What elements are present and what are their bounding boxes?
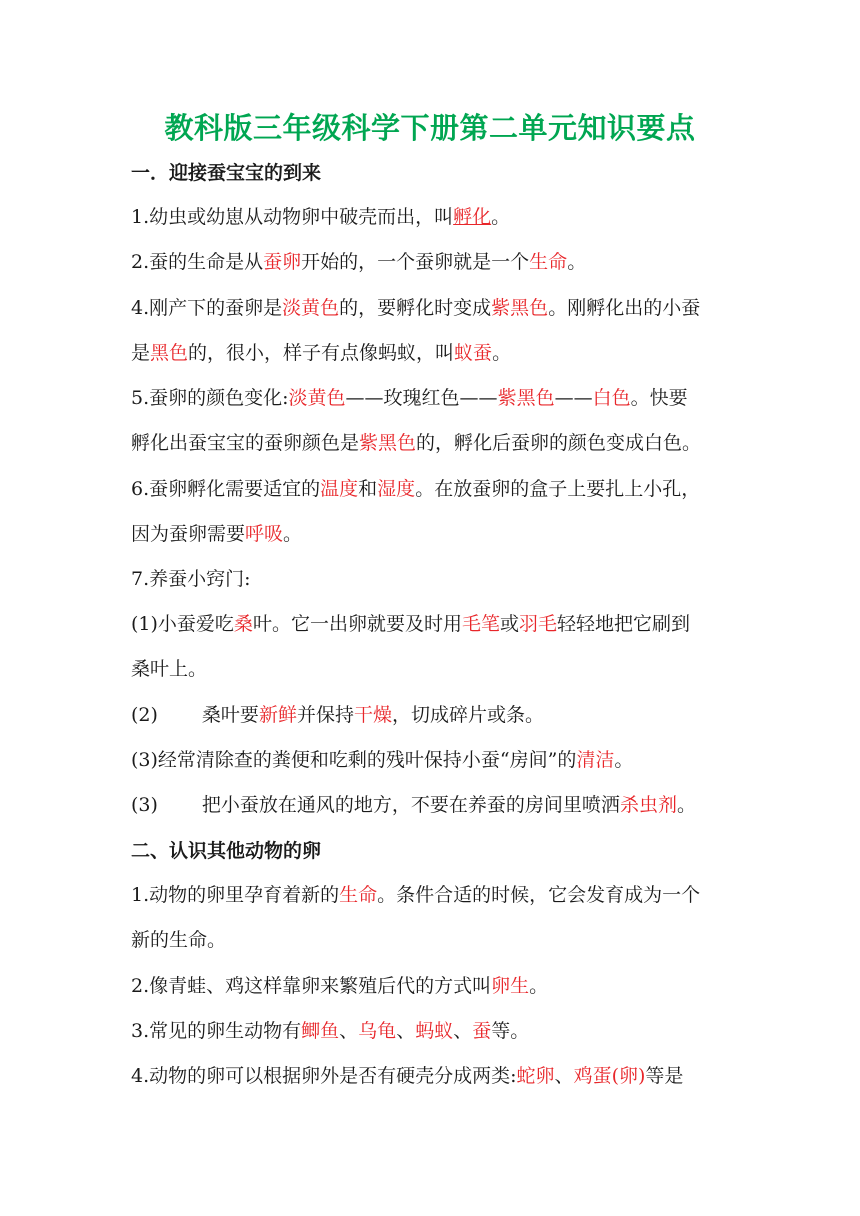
highlight-term: 紫黑色	[497, 387, 555, 409]
highlight-term: 新鲜	[258, 704, 297, 726]
highlight-term: 蚕卵	[263, 251, 302, 273]
highlight-term: 杀虫剂	[619, 794, 677, 816]
paragraph-1-1: 1.幼虫或幼崽从动物卵中破壳而出，叫孵化。	[131, 206, 511, 228]
highlight-term: 蛇卵	[516, 1065, 555, 1087]
paragraph-1-7: 7.养蚕小窍门:	[131, 568, 251, 590]
highlight-term: 紫黑色	[491, 297, 549, 319]
paragraph-1-2: 2.蚕的生命是从蚕卵开始的，一个蚕卵就是一个生命。	[131, 251, 587, 273]
highlight-term: 羽毛	[518, 613, 557, 635]
highlight-term: 蚕	[472, 1020, 492, 1042]
tip-1-line-2: 桑叶上。	[131, 658, 208, 680]
paragraph-1-4-line-2: 是黑色的，很小，样子有点像蚂蚁，叫蚁蚕。	[131, 342, 512, 364]
paragraph-1-5-line-2: 孵化出蚕宝宝的蚕卵颜色是紫黑色的，孵化后蚕卵的颜色变成白色。	[131, 432, 702, 454]
paragraph-2-1-line-2: 新的生命。	[131, 929, 227, 951]
highlight-term: 鸡蛋(卵)	[573, 1065, 646, 1087]
highlight-term: 生命	[339, 884, 378, 906]
highlight-term: 乌龟	[358, 1020, 397, 1042]
highlight-term: 干燥	[353, 704, 392, 726]
highlight-term: 湿度	[377, 478, 416, 500]
tip-2: (2) 桑叶要新鲜并保持干燥，切成碎片或条。	[131, 704, 544, 726]
tip-1-line-1: (1)小蚕爱吃桑叶。它一出卵就要及时用毛笔或羽毛轻轻地把它刷到	[131, 613, 691, 635]
paragraph-1-6-line-2: 因为蚕卵需要呼吸。	[131, 523, 303, 545]
paragraph-2-2: 2.像青蛙、鸡这样靠卵来繁殖后代的方式叫卵生。	[131, 975, 549, 997]
highlight-term: 白色	[592, 387, 631, 409]
tip-3: (3)经常清除查的粪便和吃剩的残叶保持小蚕“房间”的清洁。	[131, 749, 634, 771]
section-2-heading: 二、认识其他动物的卵	[131, 840, 322, 862]
highlight-term: 桑	[233, 613, 253, 635]
highlight-term: 卵生	[491, 975, 530, 997]
highlight-term: 温度	[320, 478, 359, 500]
paragraph-1-6-line-1: 6.蚕卵孵化需要适宜的温度和湿度。在放蚕卵的盒子上要扎上小孔，	[131, 478, 701, 500]
highlight-term: 孵化	[453, 206, 492, 228]
highlight-term: 蚂蚁	[415, 1020, 454, 1042]
paragraph-2-1-line-1: 1.动物的卵里孕育着新的生命。条件合适的时候，它会发育成为一个	[131, 884, 701, 906]
highlight-term: 毛笔	[461, 613, 500, 635]
tip-4: (3) 把小蚕放在通风的地方，不要在养蚕的房间里喷洒杀虫剂。	[131, 794, 696, 816]
highlight-term: 生命	[529, 251, 568, 273]
document-title: 教科版三年级科学下册第二单元知识要点	[164, 111, 696, 145]
highlight-term: 紫黑色	[359, 432, 417, 454]
paragraph-1-5-line-1: 5.蚕卵的颜色变化:淡黄色——玫瑰红色——紫黑色——白色。快要	[131, 387, 688, 409]
highlight-term: 淡黄色	[288, 387, 346, 409]
paragraph-2-3: 3.常见的卵生动物有鲫鱼、乌龟、蚂蚁、蚕等。	[131, 1020, 530, 1042]
highlight-term: 黑色	[150, 342, 189, 364]
paragraph-2-4: 4.动物的卵可以根据卵外是否有硬壳分成两类:蛇卵、鸡蛋(卵)等是	[131, 1065, 684, 1087]
highlight-term: 蚁蚕	[454, 342, 493, 364]
highlight-term: 鲫鱼	[301, 1020, 340, 1042]
highlight-term: 淡黄色	[282, 297, 340, 319]
paragraph-1-4-line-1: 4.刚产下的蚕卵是淡黄色的，要孵化时变成紫黑色。刚孵化出的小蚕	[131, 297, 701, 319]
section-1-heading: 一．迎接蚕宝宝的到来	[131, 162, 322, 184]
highlight-term: 呼吸	[245, 523, 284, 545]
highlight-term: 清洁	[576, 749, 615, 771]
